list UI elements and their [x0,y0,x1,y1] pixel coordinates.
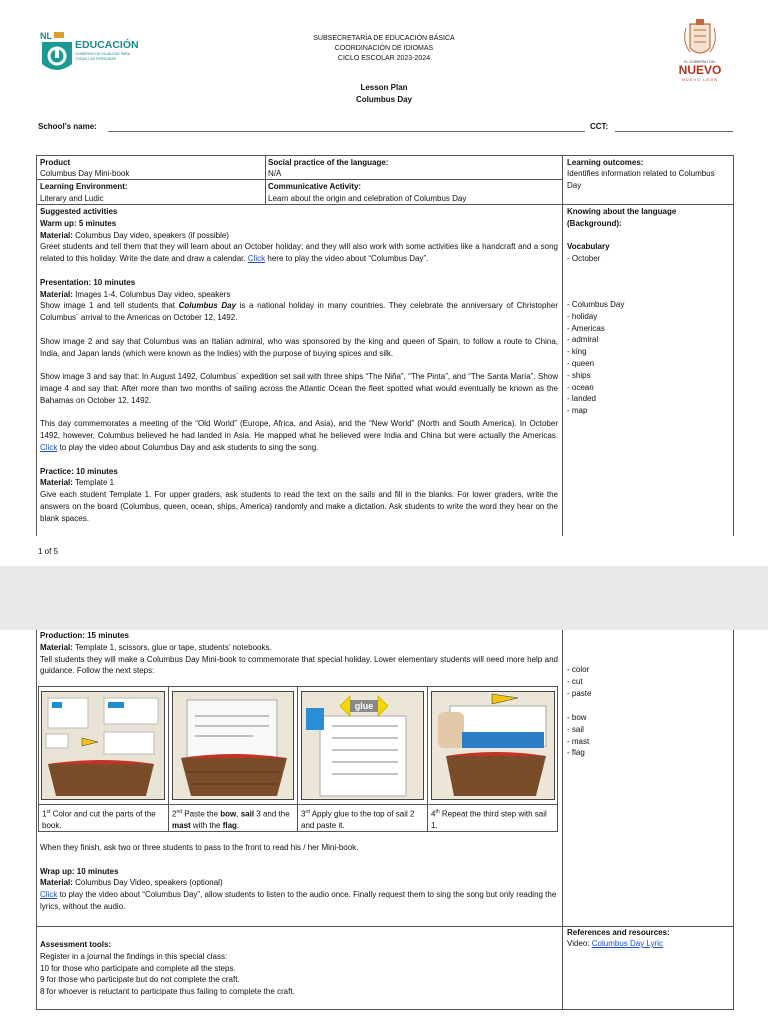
crest-main-text: NUEVO [678,63,722,77]
references-video: Video: Columbus Day Lyric [567,939,664,948]
assessment-heading: Assessment tools: [40,940,112,949]
vocab-list-presentation [567,299,624,417]
educacion-logo [38,30,178,76]
lesson-plan-title: Lesson Plan [360,83,408,92]
vocab-item: - map [567,406,588,416]
step-2-caption: 2nd Paste the bow, sail 3 and the mast with the flag. [172,809,290,831]
vocab-item: - bow [567,713,587,722]
table-border [562,155,563,536]
wrapup-material: Material: Columbus Day Video, speakers (optional) [40,878,223,888]
columbus-day-lyric-link[interactable]: Columbus Day Lyric [591,939,664,948]
page-2 [0,630,768,1024]
table-border [36,1009,734,1010]
table-border [562,630,563,1010]
references-label: References and resources: [567,928,670,937]
assessment-cell [40,939,558,998]
vocab-item: - mast [567,736,590,746]
logo-subtext: GOBIERNO DE IGUALDAD PARA TODAS LAS PERSONAS [75,52,131,61]
crest-sub-text: NUEVO LEÓN [681,77,719,82]
table-border [733,155,734,536]
step-1-photo [41,691,165,800]
wrapup-cell [40,842,558,913]
cycle-heading: CICLO ESCOLAR 2023-2024 [337,55,431,62]
practice-text: Give each student Template 1. For upper graders, ask students to read the text on the sails and fill in the blanks. For lower graders, write the answers on the board (Columbus, queen, ocean, ships, America) randomly and make a dictation. Ask students to write the word they hear on the blank spaces. [40,490,558,523]
vocab-item: - king [567,347,587,357]
vocab-item: - sail [567,724,584,734]
presentation-paragraph-4: This day commemorates a meeting of the “Old World” (Europe, Africa, and Asia), and the “New World” (North and South America). In October 1492, however, Columbus believed he had landed in Asia. He mapped what he believed were India and China but were actually the Americas. Click to play the video about Columbus Day and ask students to sing the song. [40,419,558,452]
table-border [36,630,37,1010]
table-border [297,686,298,832]
warmup-video-link[interactable]: Click [247,254,266,264]
presentation-paragraph-2: Show image 2 and say that Columbus was an Italian admiral, who was sponsored by the king and queen of Spain, to follow a route to China, India, and Japan lands (which were known as the Indies) with the purpose of buying spices and silk. [40,336,558,358]
social-practice-label: Social practice of the language: [268,158,389,167]
practice-heading: Practice: 10 minutes [40,466,118,476]
assessment-item: 10 for those who participate and complete all the steps. [40,963,236,973]
nuevo-leon-crest [664,18,736,84]
learning-outcomes-label: Learning outcomes: [567,158,644,167]
vocab-item: - paste [567,688,592,698]
crest-top-text: EL GOBIERNO DEL [684,60,716,64]
environment-label: Learning Environment: [40,182,128,191]
wrapup-heading: Wrap up: 10 minutes [40,866,119,876]
product-value: Columbus Day Mini-book [40,169,130,178]
svg-text:NL: NL [40,31,52,41]
school-name-label: School’s name: [38,122,97,131]
page-number: 1 of 5 [38,547,59,556]
glue-label: glue [354,701,374,711]
vocab-item: - queen [567,358,595,368]
vocab-item: - cut [567,676,583,686]
warmup-material: Material: Columbus Day video, speakers (if possible) [40,230,229,240]
step-3-photo [301,691,424,800]
step-4-caption: 4th Repeat the third step with sail 1. [431,809,547,831]
table-border [733,630,734,1010]
vocab-list-production-1 [567,664,591,699]
step-1-caption: 1st Color and cut the parts of the book. [42,809,156,831]
cct-field[interactable] [615,131,733,132]
presentation-heading: Presentation: 10 minutes [40,277,136,287]
wrapup-video-link[interactable]: Click [40,890,58,900]
vocab-item: - admiral [567,335,599,345]
vocab-item: - flag [567,748,585,758]
production-cell [40,630,558,677]
finish-text: When they finish, ask two or three students to pass to the front to read his / her Mini-book. [40,843,359,852]
environment-value: Literary and Ludic [40,194,104,203]
production-text: Tell students they will make a Columbus Day Mini-book to commemorate that special holiday. Lower elementary students will need more help and guidance. Follow the next steps: [40,654,558,676]
vocab-item: - Americas [567,323,605,333]
presentation-video-link[interactable]: Click [40,442,58,452]
step-4-photo [431,691,555,800]
social-practice-value: N/A [268,169,282,178]
table-border [168,686,169,832]
logo-text: EDUCACIÓN [75,39,139,51]
communicative-activity-label: Communicative Activity: [268,182,362,191]
school-name-field[interactable] [108,131,585,132]
cct-label: CCT: [590,122,609,131]
assessment-item: 9 for those who participate but do not complete the craft. [40,975,240,985]
assessment-list [40,951,558,998]
table-border [36,155,734,156]
lesson-topic-title: Columbus Day [355,95,412,104]
table-border [265,155,266,205]
vocab-item: - color [567,665,590,674]
vocab-item: - holiday [567,311,598,321]
warmup-heading: Warm up: 5 minutes [40,218,117,228]
knowing-language-label: Knowing about the language (Background): [567,207,677,228]
coord-heading: COORDINACIÓN DE IDIOMAS [334,45,434,52]
vocab-list-production-2 [567,712,589,759]
vocab-item: - ships [567,370,591,380]
production-heading: Production: 15 minutes [40,631,129,640]
warmup-text: Greet students and tell them that they will learn about an October holiday; and they will also work with some activities like a handcraft and a song related to this holiday. Write the date and draw a calendar. Click here to play the video about “Columbus Day”. [40,242,558,264]
assessment-item: Register in a journal the findings in this special class: [40,951,228,961]
dept-heading: SUBSECRETARÍA DE EDUCACIÓN BÁSICA [313,35,455,42]
product-label: Product [40,158,71,167]
step-3-caption: 3rd Apply glue to the top of sail 2 and paste it. [301,809,415,831]
vocab-item: - landed [567,394,596,404]
wrapup-text: Click to play the video about “Columbus Day”, allow students to listen to the audio once. Finally request them to sing the song but only reading the lyrics, without the audio. [40,890,557,911]
vocab-item: - October [567,254,601,263]
assessment-item: 8 for whoever is reluctant to participate thus failing to complete the craft. [40,987,295,997]
table-border [38,804,558,805]
learning-outcomes-value: Identifies information related to Columbus Day [567,169,715,190]
vocab-list-warmup [567,253,600,265]
presentation-paragraph-1: Show image 1 and tell students that Columbus Day is a national holiday in many countries. They celebrate the anniversary of Christopher Columbus´ arrival to the Americas on October 12, 1492. [40,301,558,323]
step-2-photo [172,691,294,800]
table-border [427,686,428,832]
suggested-activities-heading: Suggested activities [40,207,118,216]
production-material: Material: Template 1, scissors, glue or tape, students’ notebooks. [40,642,272,652]
vocab-item: - Columbus Day [567,300,625,309]
communicative-activity-value: Learn about the origin and celebration of Columbus Day [268,194,467,203]
vocabulary-label: Vocabulary [567,242,610,251]
activities-cell [40,206,558,525]
presentation-material: Material: Images 1-4, Columbus Day video, speakers [40,289,231,299]
vocab-item: - ocean [567,382,594,392]
practice-material: Material: Template 1 [40,478,115,488]
presentation-paragraph-3: Show image 3 and say that: In August 1492, Columbus´ expedition set sail with three ships “The Niña”, “The Pinta”, and “The Santa María”. Show image 4 and say that: After more than two months of sailing across the Atlantic Ocean the fleet spotted what would eventually be known as the Bahamas on October 12, 1492. [40,372,558,405]
table-border [36,155,37,536]
